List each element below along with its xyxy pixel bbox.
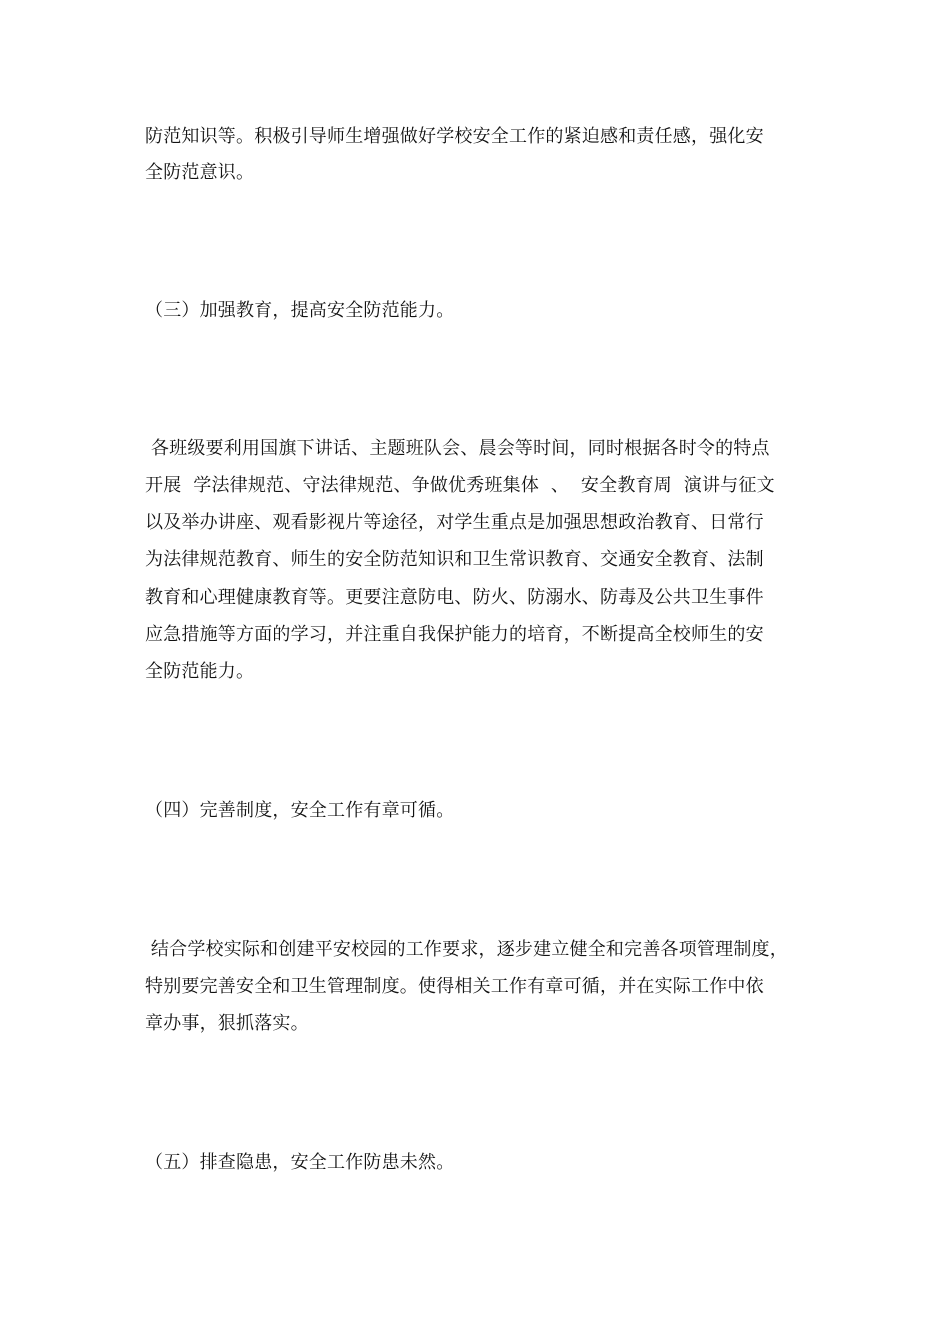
paragraph-1-line-2: 全防范意识。 [145, 162, 255, 183]
paragraph-2-line-6: 应急措施等方面的学习，并注重自我保护能力的培育，不断提高全校师生的安 [145, 624, 764, 645]
paragraph-1-line-1: 防范知识等。积极引导师生增强做好学校安全工作的紧迫感和责任感，强化安 [145, 126, 764, 147]
paragraph-3-line-2: 特别要完善安全和卫生管理制度。使得相关工作有章可循，并在实际工作中依 [145, 976, 764, 997]
paragraph-3-line-1: 结合学校实际和创建平安校园的工作要求，逐步建立健全和完善各项管理制度， [145, 939, 788, 960]
paragraph-2-line-1: 各班级要利用国旗下讲话、主题班队会、晨会等时间，同时根据各时令的特点 [145, 438, 770, 459]
section-heading-3: （三）加强教育，提高安全防范能力。 [145, 300, 455, 321]
paragraph-2-line-3: 以及举办讲座、观看影视片等途径，对学生重点是加强思想政治教育、日常行 [145, 512, 764, 533]
paragraph-2-line-2: 开展 学法律规范、守法律规范、争做优秀班集体 、 安全教育周 演讲与征文 [145, 475, 775, 496]
paragraph-2-line-4: 为法律规范教育、师生的安全防范知识和卫生常识教育、交通安全教育、法制 [145, 549, 764, 570]
paragraph-2-line-7: 全防范能力。 [145, 661, 255, 682]
paragraph-3-line-3: 章办事，狠抓落实。 [145, 1013, 309, 1034]
section-heading-4: （四）完善制度，安全工作有章可循。 [145, 800, 455, 821]
section-heading-5: （五）排查隐患，安全工作防患未然。 [145, 1152, 455, 1173]
paragraph-2-line-5: 教育和心理健康教育等。更要注意防电、防火、防溺水、防毒及公共卫生事件 [145, 587, 764, 608]
